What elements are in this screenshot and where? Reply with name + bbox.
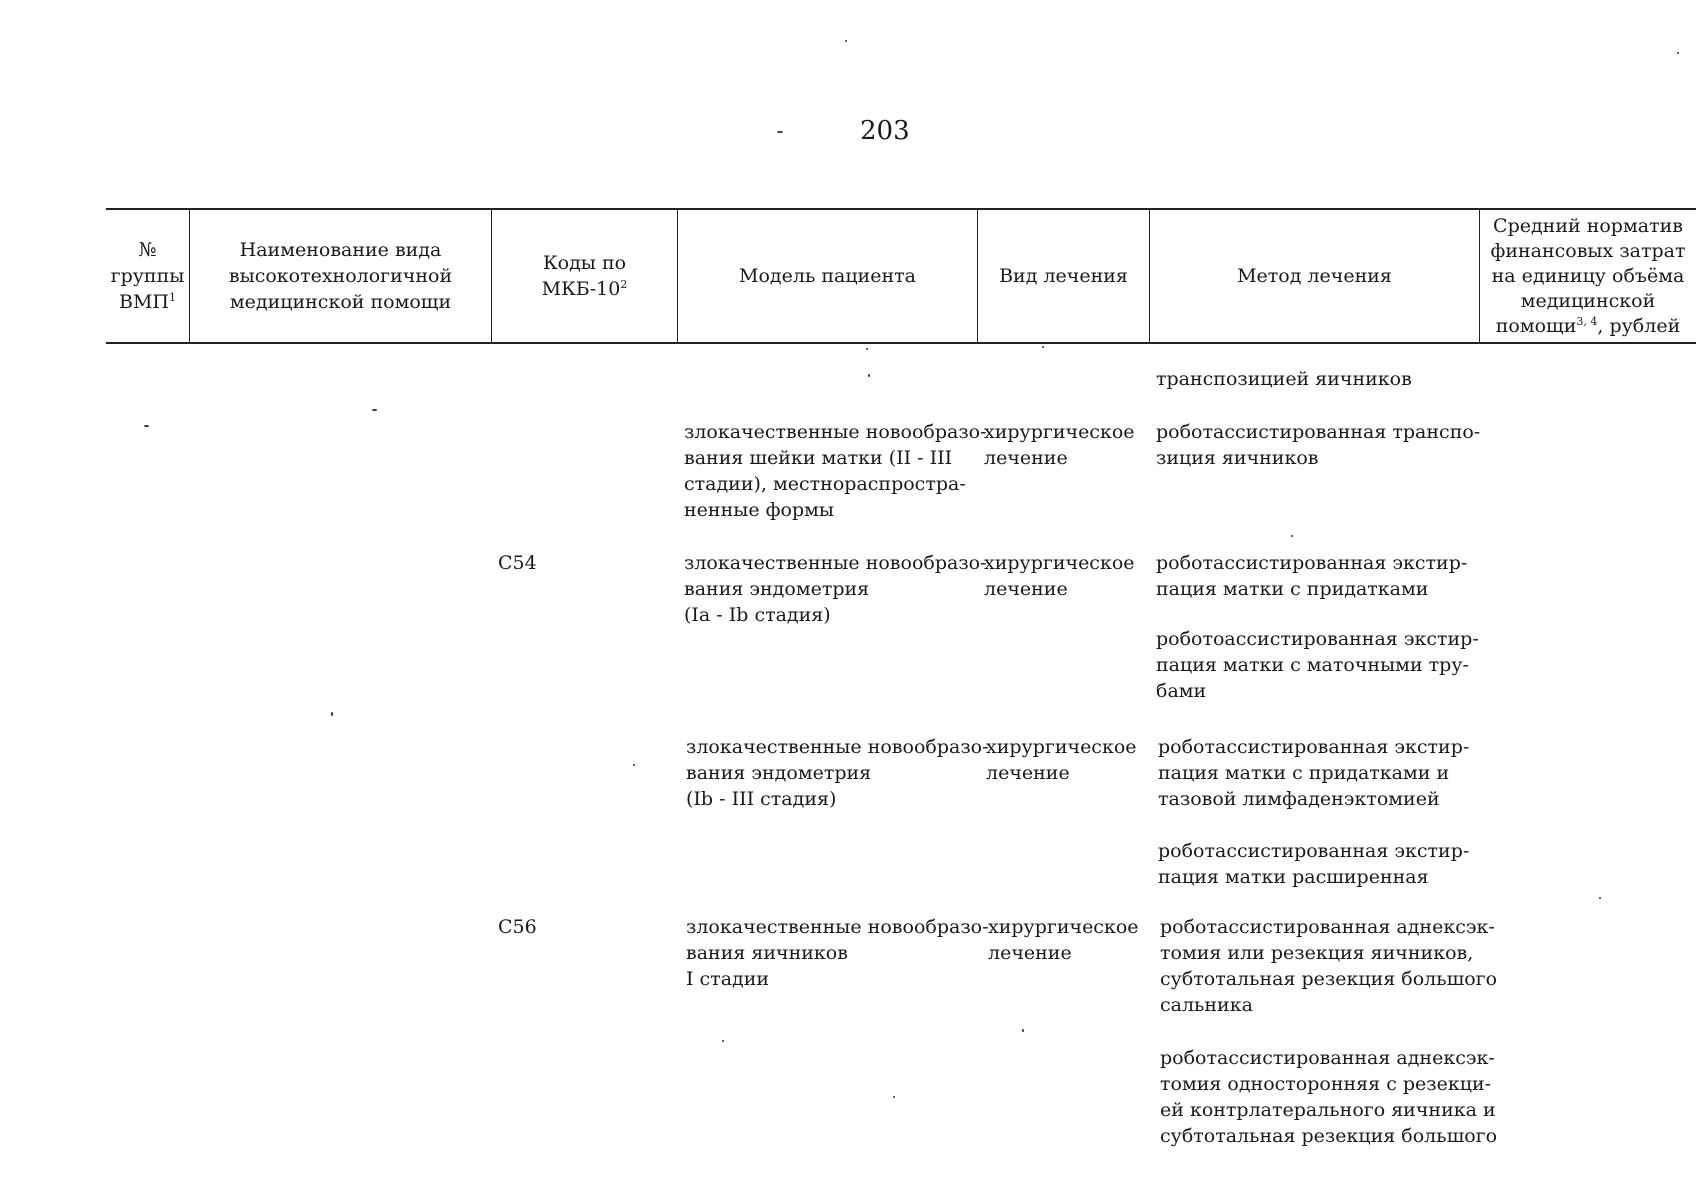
header-text: ВМП$^1$	[119, 291, 176, 313]
scan-speck	[372, 409, 377, 411]
header-text: медицинской помощи	[229, 291, 452, 313]
treatment-line: лечение	[988, 942, 1072, 964]
model-line: (Ia - Ib стадия)	[684, 604, 831, 626]
header-text: Модель пациента	[739, 265, 916, 287]
scan-speck	[845, 40, 847, 42]
method-line: роботассистированная экстир-	[1158, 736, 1470, 758]
method-line: пация матки с придатками	[1156, 578, 1429, 600]
icd-code: C54	[498, 552, 537, 574]
header-text: высокотехнологичной	[228, 265, 453, 287]
treatment-line: лечение	[986, 762, 1070, 784]
header-care-type-name	[190, 210, 492, 342]
header-treatment-method	[1150, 210, 1480, 342]
header-text: медицинской	[1520, 289, 1656, 312]
model-line: стадии), местнораспростра-	[684, 473, 966, 495]
method-line: субтотальная резекция большого	[1160, 968, 1498, 990]
model-line: вания яичников	[686, 942, 848, 964]
model-line: вания шейки матки (II - III	[684, 447, 953, 469]
method-cell	[1158, 734, 1469, 812]
treatment-line: хирургическое	[986, 736, 1137, 758]
scan-speck	[1291, 535, 1293, 537]
header-average-cost	[1480, 210, 1696, 342]
model-line: вания эндометрия	[686, 762, 872, 784]
method-cell	[1160, 914, 1497, 1018]
header-text: Наименование вида	[239, 239, 442, 261]
treatment-line: хирургическое	[984, 421, 1135, 443]
header-text: Вид лечения	[999, 265, 1128, 287]
method-line: пация матки с придатками и	[1158, 762, 1450, 784]
patient-model-cell	[684, 550, 987, 628]
header-text: на единицу объёма	[1491, 264, 1685, 287]
header-text: группы	[110, 265, 185, 287]
scan-speck	[1042, 346, 1044, 348]
patient-model-cell	[686, 914, 989, 992]
header-text: финансовых затрат	[1490, 239, 1686, 262]
method-line: субтотальная резекция большого	[1160, 1125, 1498, 1147]
treatment-type-cell	[986, 734, 1137, 786]
model-line: вания эндометрия	[684, 578, 870, 600]
treatment-type-cell	[984, 550, 1135, 602]
method-line: роботассистированная экстир-	[1156, 552, 1468, 574]
model-line: злокачественные новообразо-	[686, 916, 989, 938]
footnote-ref: 2	[620, 278, 628, 291]
icd-code-cell	[498, 550, 537, 576]
method-cell	[1156, 550, 1467, 602]
method-line: томия или резекция яичников,	[1160, 942, 1474, 964]
method-line: роботассистированная аднексэк-	[1160, 916, 1495, 938]
header-text: №	[138, 239, 157, 261]
scan-speck	[893, 1096, 895, 1098]
treatment-line: лечение	[984, 578, 1068, 600]
model-line: злокачественные новообразо-	[684, 552, 987, 574]
treatment-line: лечение	[984, 447, 1068, 469]
method-cell	[1158, 838, 1469, 890]
method-line: пация матки с маточными тру-	[1156, 654, 1469, 676]
patient-model-cell	[686, 734, 989, 812]
method-line: ей контрлатерального яичника и	[1160, 1099, 1496, 1121]
method-cell	[1156, 626, 1479, 704]
header-patient-model	[678, 210, 978, 342]
model-line: ненные формы	[684, 499, 835, 521]
icd-code: C56	[498, 916, 537, 938]
method-line: роботассистированная экстир-	[1158, 840, 1470, 862]
model-line: злокачественные новообразо-	[686, 736, 989, 758]
footnote-ref: 1	[169, 291, 176, 304]
scan-speck	[1677, 52, 1679, 54]
footnote-ref: 3, 4	[1576, 314, 1598, 328]
scan-speck	[1022, 1029, 1024, 1032]
method-line: бами	[1156, 680, 1207, 702]
treatment-line: хирургическое	[988, 916, 1139, 938]
method-line: роботассистированная транспо-	[1156, 421, 1481, 443]
method-line: пация матки расширенная	[1158, 866, 1429, 888]
table-header	[106, 208, 1696, 344]
method-line: роботассистированная аднексэк-	[1160, 1047, 1495, 1069]
model-line: I стадии	[686, 968, 770, 990]
treatment-line: хирургическое	[984, 552, 1135, 574]
scan-speck	[144, 425, 149, 427]
method-line: томия односторонняя с резекци-	[1160, 1073, 1492, 1095]
scan-speck	[866, 348, 868, 350]
method-line: транспозицией яичников	[1156, 368, 1412, 390]
header-text: Коды по	[542, 252, 627, 274]
model-line: (Ib - III стадия)	[686, 788, 837, 810]
header-text: Метод лечения	[1237, 265, 1392, 287]
scan-speck	[722, 1040, 724, 1042]
header-treatment-type	[978, 210, 1150, 342]
header-icd-codes	[492, 210, 678, 342]
method-line: роботоассистированная экстир-	[1156, 628, 1479, 650]
header-text: Средний норматив	[1493, 214, 1683, 237]
scan-speck	[868, 374, 870, 377]
method-cell	[1156, 419, 1480, 471]
scan-speck	[777, 131, 783, 133]
scan-speck	[633, 764, 635, 766]
header-text: помощи$^{3, 4}$, рублей	[1495, 314, 1681, 337]
scan-speck	[1599, 897, 1601, 899]
icd-code-cell	[498, 914, 537, 940]
header-group-number	[106, 210, 190, 342]
page-number: 203	[860, 116, 910, 146]
method-line: тазовой лимфаденэктомией	[1158, 788, 1440, 810]
patient-model-cell	[684, 419, 987, 523]
model-line: злокачественные новообразо-	[684, 421, 987, 443]
method-line: зиция яичников	[1156, 447, 1319, 469]
scan-speck	[331, 712, 333, 716]
method-cell	[1160, 1045, 1497, 1149]
treatment-type-cell	[984, 419, 1135, 471]
method-cell	[1156, 366, 1412, 392]
method-line: сальника	[1160, 994, 1253, 1016]
treatment-type-cell	[988, 914, 1139, 966]
header-text: МКБ-$10^2$	[541, 278, 628, 300]
